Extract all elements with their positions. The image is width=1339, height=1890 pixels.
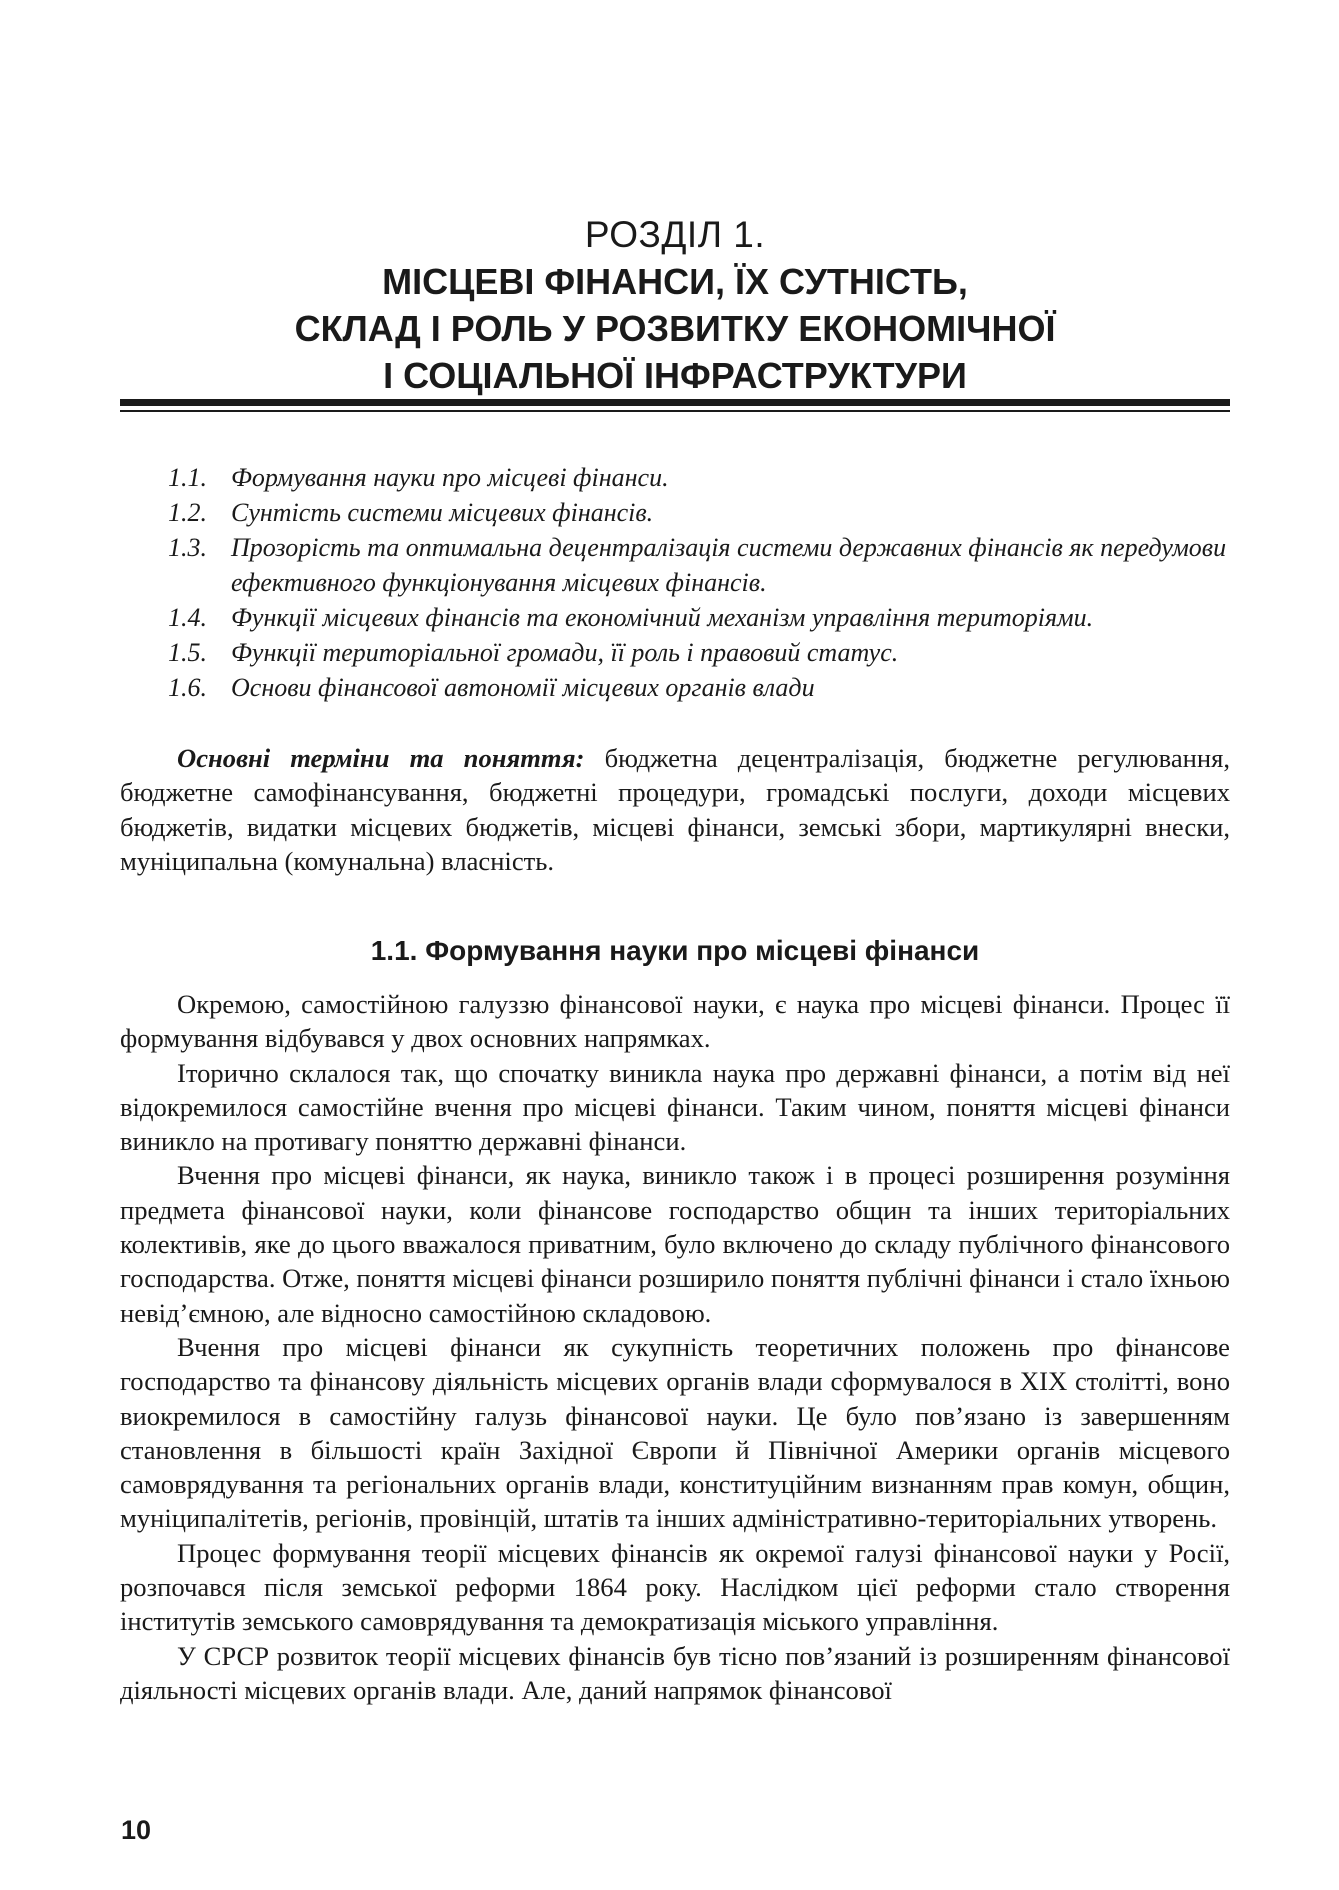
contents-item [168, 600, 1238, 635]
contents-item-number: 1.6. [168, 673, 207, 702]
body-paragraph: Окремою, самостійною галуззю фінансової науки, є наука про місцеві фінанси. Процес її формування відбувався у двох основних напрямках. [120, 989, 1230, 1054]
section-heading: 1.1. Формування науки про місцеві фінанси [370, 935, 980, 966]
contents-item [168, 670, 1238, 705]
key-terms-text: бюджетна децентралізація, бюджетне регулювання, бюджетне самофінансування, бюджетні процедури, громадські послуги, доходи місцевих бюджетів, видатки місцевих бюджетів, місцеві фінанси, земські збори, мартикулярні внески, муніципальна (комунальна) власність. [120, 743, 1231, 876]
contents-item-number: 1.3. [168, 533, 207, 562]
body-paragraph: У СРСР розвиток теорії місцевих фінансів був тісно пов’язаний із розширенням фінансової діяльності місцевих органів влади. Але, даний напрямок фінансової [120, 1640, 1230, 1705]
header-rule-thick [120, 399, 1230, 406]
body-paragraph: Процес формування теорії місцевих фінансів як окремої галузі фінансової науки у Росії, розпочався після земської реформи 1864 року. Наслідком цієї реформи стало створення інститутів земського самоврядування та демократизація міського управління. [120, 1537, 1230, 1637]
contents-item-number: 1.2. [168, 498, 207, 527]
key-terms-label: Основні терміни та поняття: [177, 743, 585, 773]
contents-item [168, 460, 1238, 495]
body-paragraph: Вчення про місцеві фінанси як сукупність теоретичних положень про фінансове господарство та фінансову діяльність місцевих органів влади сформувалося в XIX столітті, воно виокремилося в самостійну галузь фінансової науки. Це було пов’язано із завершенням становлення в більшості країн Західної Європи й Північної Америки органів місцевого самоврядування та регіональних органів влади, конституційним визнанням прав комун, общин, муніципалітетів, регіонів, провінцій, штатів та інших адміністративно-територіальних утворень. [120, 1331, 1230, 1534]
chapter-title-line: МІСЦЕВІ ФІНАНСИ, ЇХ СУТНІСТЬ, [382, 261, 968, 302]
contents-item [168, 635, 1238, 670]
contents-item-number: 1.4. [168, 603, 207, 632]
contents-item-text: Функції місцевих фінансів та економічний механізм управління територіями. [231, 603, 1094, 632]
contents-item [168, 530, 1238, 600]
contents-item-text: Формування науки про місцеві фінанси. [231, 463, 669, 492]
contents-item-number: 1.5. [168, 638, 207, 667]
contents-item-text: Прозорість та оптимальна децентралізація системи державних фінансів як передумови ефективного функціонування місцевих фінансів. [231, 533, 1227, 597]
key-terms-paragraph [120, 741, 1230, 878]
chapter-number: РОЗДІЛ 1. [584, 214, 766, 255]
contents-item-text: Сунтість системи місцевих фінансів. [231, 498, 654, 527]
chapter-contents [168, 460, 1238, 705]
page-number: 10 [121, 1815, 152, 1845]
header-rule-thin [120, 410, 1230, 412]
body-paragraph: Іторично склалося так, що спочатку виникла наука про державні фінанси, а потім від неї відокремилося самостійне вчення про місцеві фінанси. Таким чином, поняття місцеві фінанси виникло на противагу поняттю державні фінанси. [120, 1057, 1230, 1157]
section-body [120, 987, 1230, 1707]
contents-item-number: 1.1. [168, 463, 207, 492]
contents-item [168, 495, 1238, 530]
contents-item-text: Основи фінансової автономії місцевих органів влади [231, 673, 815, 702]
chapter-title-line: І СОЦІАЛЬНОЇ ІНФРАСТРУКТУРИ [383, 355, 967, 396]
contents-item-text: Функції територіальної громади, її роль і правовий статус. [231, 638, 899, 667]
chapter-title-line: СКЛАД І РОЛЬ У РОЗВИТКУ ЕКОНОМІЧНОЇ [294, 308, 1056, 349]
body-paragraph: Вчення про місцеві фінанси, як наука, виникло також і в процесі розширення розуміння предмета фінансової науки, коли фінансове господарство общин та інших територіальних колективів, яке до цього вважалося приватним, було включено до складу публічного фінансового господарства. Отже, поняття місцеві фінанси розширило поняття публічні фінанси і стало їхньою невід’ємною, але відносно самостійною складовою. [120, 1160, 1230, 1328]
chapter-header [120, 212, 1230, 399]
